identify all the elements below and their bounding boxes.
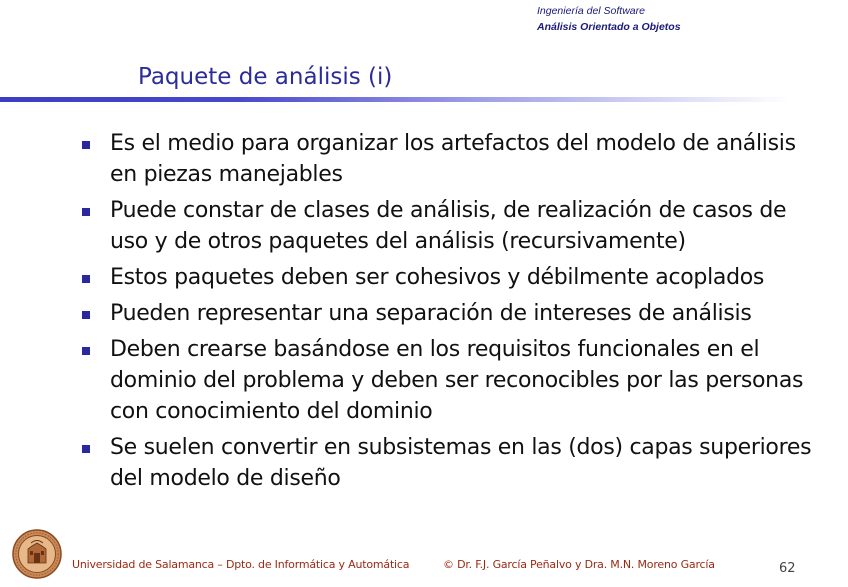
bullet-text: Puede constar de clases de análisis, de realización de casos de uso y de otros paquetes del análisis (recursivamente) [110,198,787,254]
slide-title: Paquete de análisis (i) [138,64,393,90]
bullet-text: Es el medio para organizar los artefactos del modelo de análisis en piezas manejables [110,131,796,187]
square-bullet-icon [82,208,90,216]
bullet-item [80,128,820,190]
university-seal-icon [12,529,62,579]
footer-institution: Universidad de Salamanca – Dpto. de Informática y Automática [72,558,410,571]
bullet-list [80,128,820,499]
bullet-text: Estos paquetes deben ser cohesivos y débilmente acoplados [110,265,765,290]
bullet-text: Pueden representar una separación de intereses de análisis [110,301,752,326]
bullet-item [80,195,820,257]
course-topic: Análisis Orientado a Objetos [537,21,681,33]
footer-authors: © Dr. F.J. García Peñalvo y Dra. M.N. Moreno García [443,558,715,571]
square-bullet-icon [82,347,90,355]
course-header [537,3,681,35]
course-name: Ingeniería del Software [537,5,645,17]
square-bullet-icon [82,275,90,283]
bullet-text: Deben crearse basándose en los requisitos funcionales en el dominio del problema y deben ser reconocibles por las personas con conocimiento del dominio [110,337,804,424]
bullet-item [80,262,820,293]
square-bullet-icon [82,141,90,149]
square-bullet-icon [82,445,90,453]
bullet-item [80,432,820,494]
title-underline-rule [0,97,790,102]
bullet-item [80,298,820,329]
square-bullet-icon [82,311,90,319]
bullet-text: Se suelen convertir en subsistemas en las (dos) capas superiores del modelo de diseño [110,435,812,491]
page-number: 62 [779,561,796,576]
bullet-item [80,334,820,427]
